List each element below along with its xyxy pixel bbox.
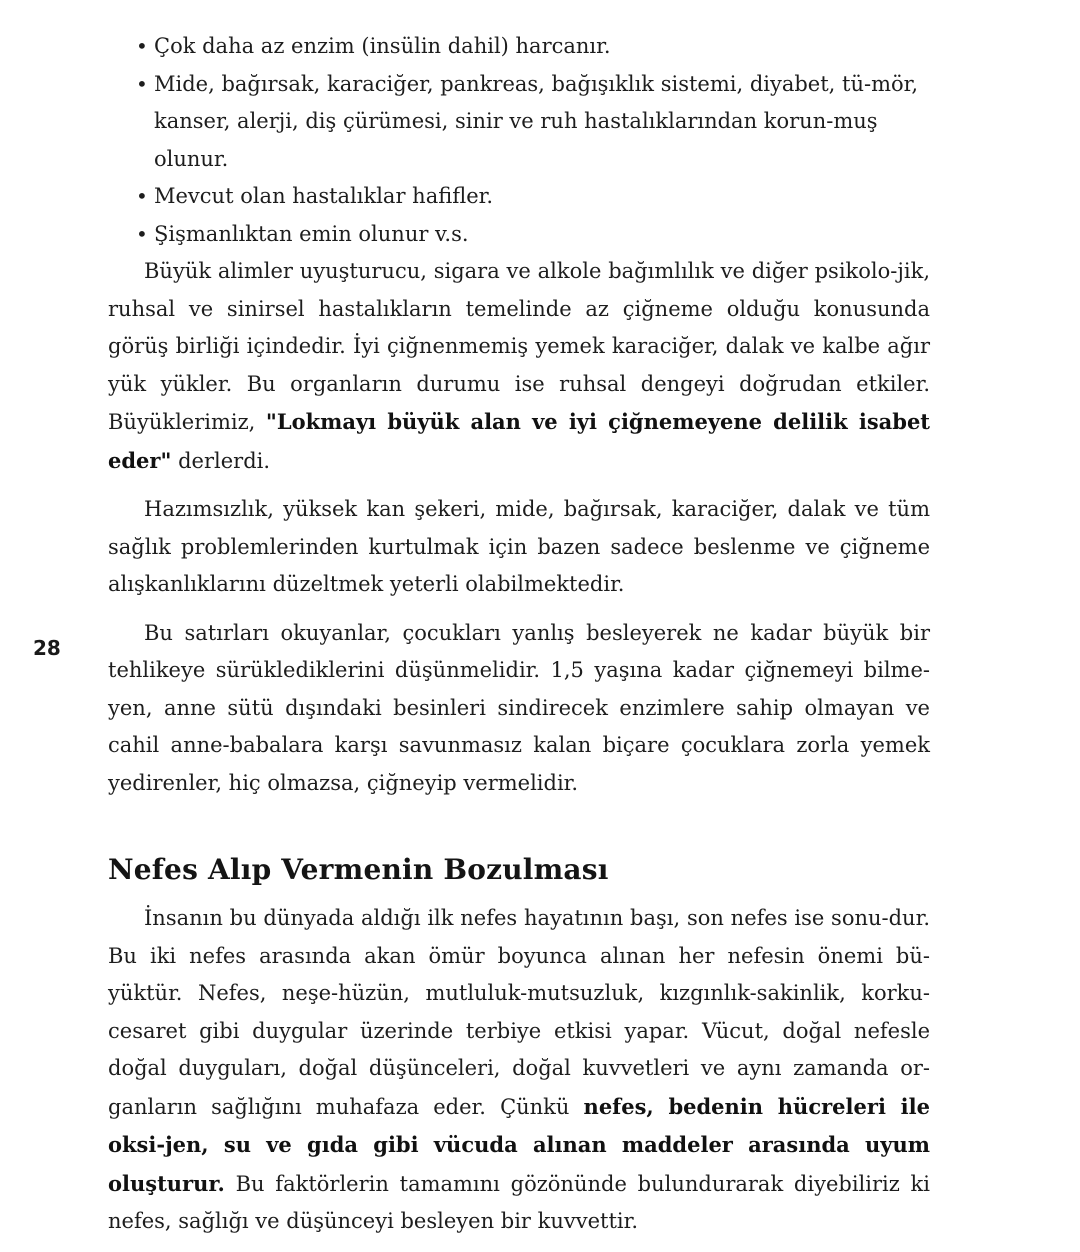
text-column bbox=[108, 28, 930, 1241]
page-number: 28 bbox=[33, 636, 61, 660]
bullet-text: Çok daha az enzim (insülin dahil) harcanır. bbox=[154, 34, 611, 58]
bullet-icon: • bbox=[136, 221, 148, 246]
paragraph-text: İnsanın bu dünyada aldığı ilk nefes hayatının başı, son nefes ise sonu-dur. Bu iki nefes arasında akan ömür boyunca alınan her nefesin önemi bü-yüktür. Nefes, neşe-hüzün, mutluluk-mutsuzluk, kızgınlık-sakinlik, korku-cesaret gibi duygular üzerinde terbiye etkisi yapar. Vücut, doğal nefesle doğal duyguları, doğal düşünceleri, doğal kuvvetleri ve aynı zamanda or-ganların sağlığını muhafaza eder. Çünkü bbox=[108, 906, 930, 1119]
bullet-text: Mide, bağırsak, karaciğer, pankreas, bağışıklık sistemi, diyabet, tü-mör, kanser, alerji, diş çürümesi, sinir ve ruh hastalıklarından korun-muş olunur. bbox=[154, 71, 919, 171]
bullet-icon: • bbox=[136, 184, 148, 208]
bullet-text: Şişmanlıktan emin olunur v.s. bbox=[154, 221, 469, 246]
bullet-icon: • bbox=[136, 71, 148, 96]
bullet-item bbox=[136, 66, 930, 179]
bullet-item bbox=[136, 216, 930, 254]
paragraph-digestion: Hazımsızlık, yüksek kan şekeri, mide, bağırsak, karaciğer, dalak ve tüm sağlık problemlerinden kurtulmak için bazen sadece beslenme ve çiğneme alışkanlıklarını düzeltmek yeterli olabilmektedir. bbox=[108, 497, 930, 596]
bullet-icon: • bbox=[136, 34, 148, 58]
paragraph-chewing-psychology bbox=[108, 253, 930, 480]
paragraph-text-end: Bu faktörlerin tamamını gözönünde bulundurarak diyebiliriz ki nefes, sağlığı ve düşünceyi besleyen bir kuvvettir. bbox=[108, 1171, 930, 1233]
bullet-item bbox=[136, 178, 930, 216]
paragraph-text-end: derlerdi. bbox=[178, 448, 271, 473]
section-heading: Nefes Alıp Vermenin Bozulması bbox=[108, 853, 609, 886]
paragraph-text: Büyük alimler uyuşturucu, sigara ve alkole bağımlılık ve diğer psikolo-jik, ruhsal ve sinirsel hastalıkların temelinde az çiğneme olduğu konusunda görüş birliği içindedir. İyi çiğnenmemiş yemek karaciğer, dalak ve kalbe ağır yük yükler. Bu organların durumu ise ruhsal dengeyi doğrudan etkiler. Büyüklerimiz, bbox=[108, 259, 930, 434]
benefits-bullet-list bbox=[136, 28, 930, 253]
bullet-text: Mevcut olan hastalıklar hafifler. bbox=[154, 184, 494, 208]
paragraph-breathing bbox=[108, 900, 930, 1241]
proverb-quote: "Lokmayı büyük alan ve iyi çiğnemeyene delilik isabet eder" bbox=[108, 409, 930, 473]
bullet-item bbox=[136, 28, 930, 66]
emphasis-text: nefes, bedenin hücreleri ile oksi-jen, su ve gıda gibi vücuda alınan maddeler arasında uyum oluşturur. bbox=[108, 1093, 930, 1196]
paragraph-children: Bu satırları okuyanlar, çocukları yanlış besleyerek ne kadar büyük bir tehlikeye sürüklediklerini düşünmelidir. 1,5 yaşına kadar çiğnemeyi bilme-yen, anne sütü dışındaki besinleri sindirecek enzimlere sahip olmayan ve cahil anne-babalara karşı savunmasız kalan biçare çocuklara zorla yemek yedirenler, hiç olmazsa, çiğneyip vermelidir. bbox=[108, 620, 930, 795]
